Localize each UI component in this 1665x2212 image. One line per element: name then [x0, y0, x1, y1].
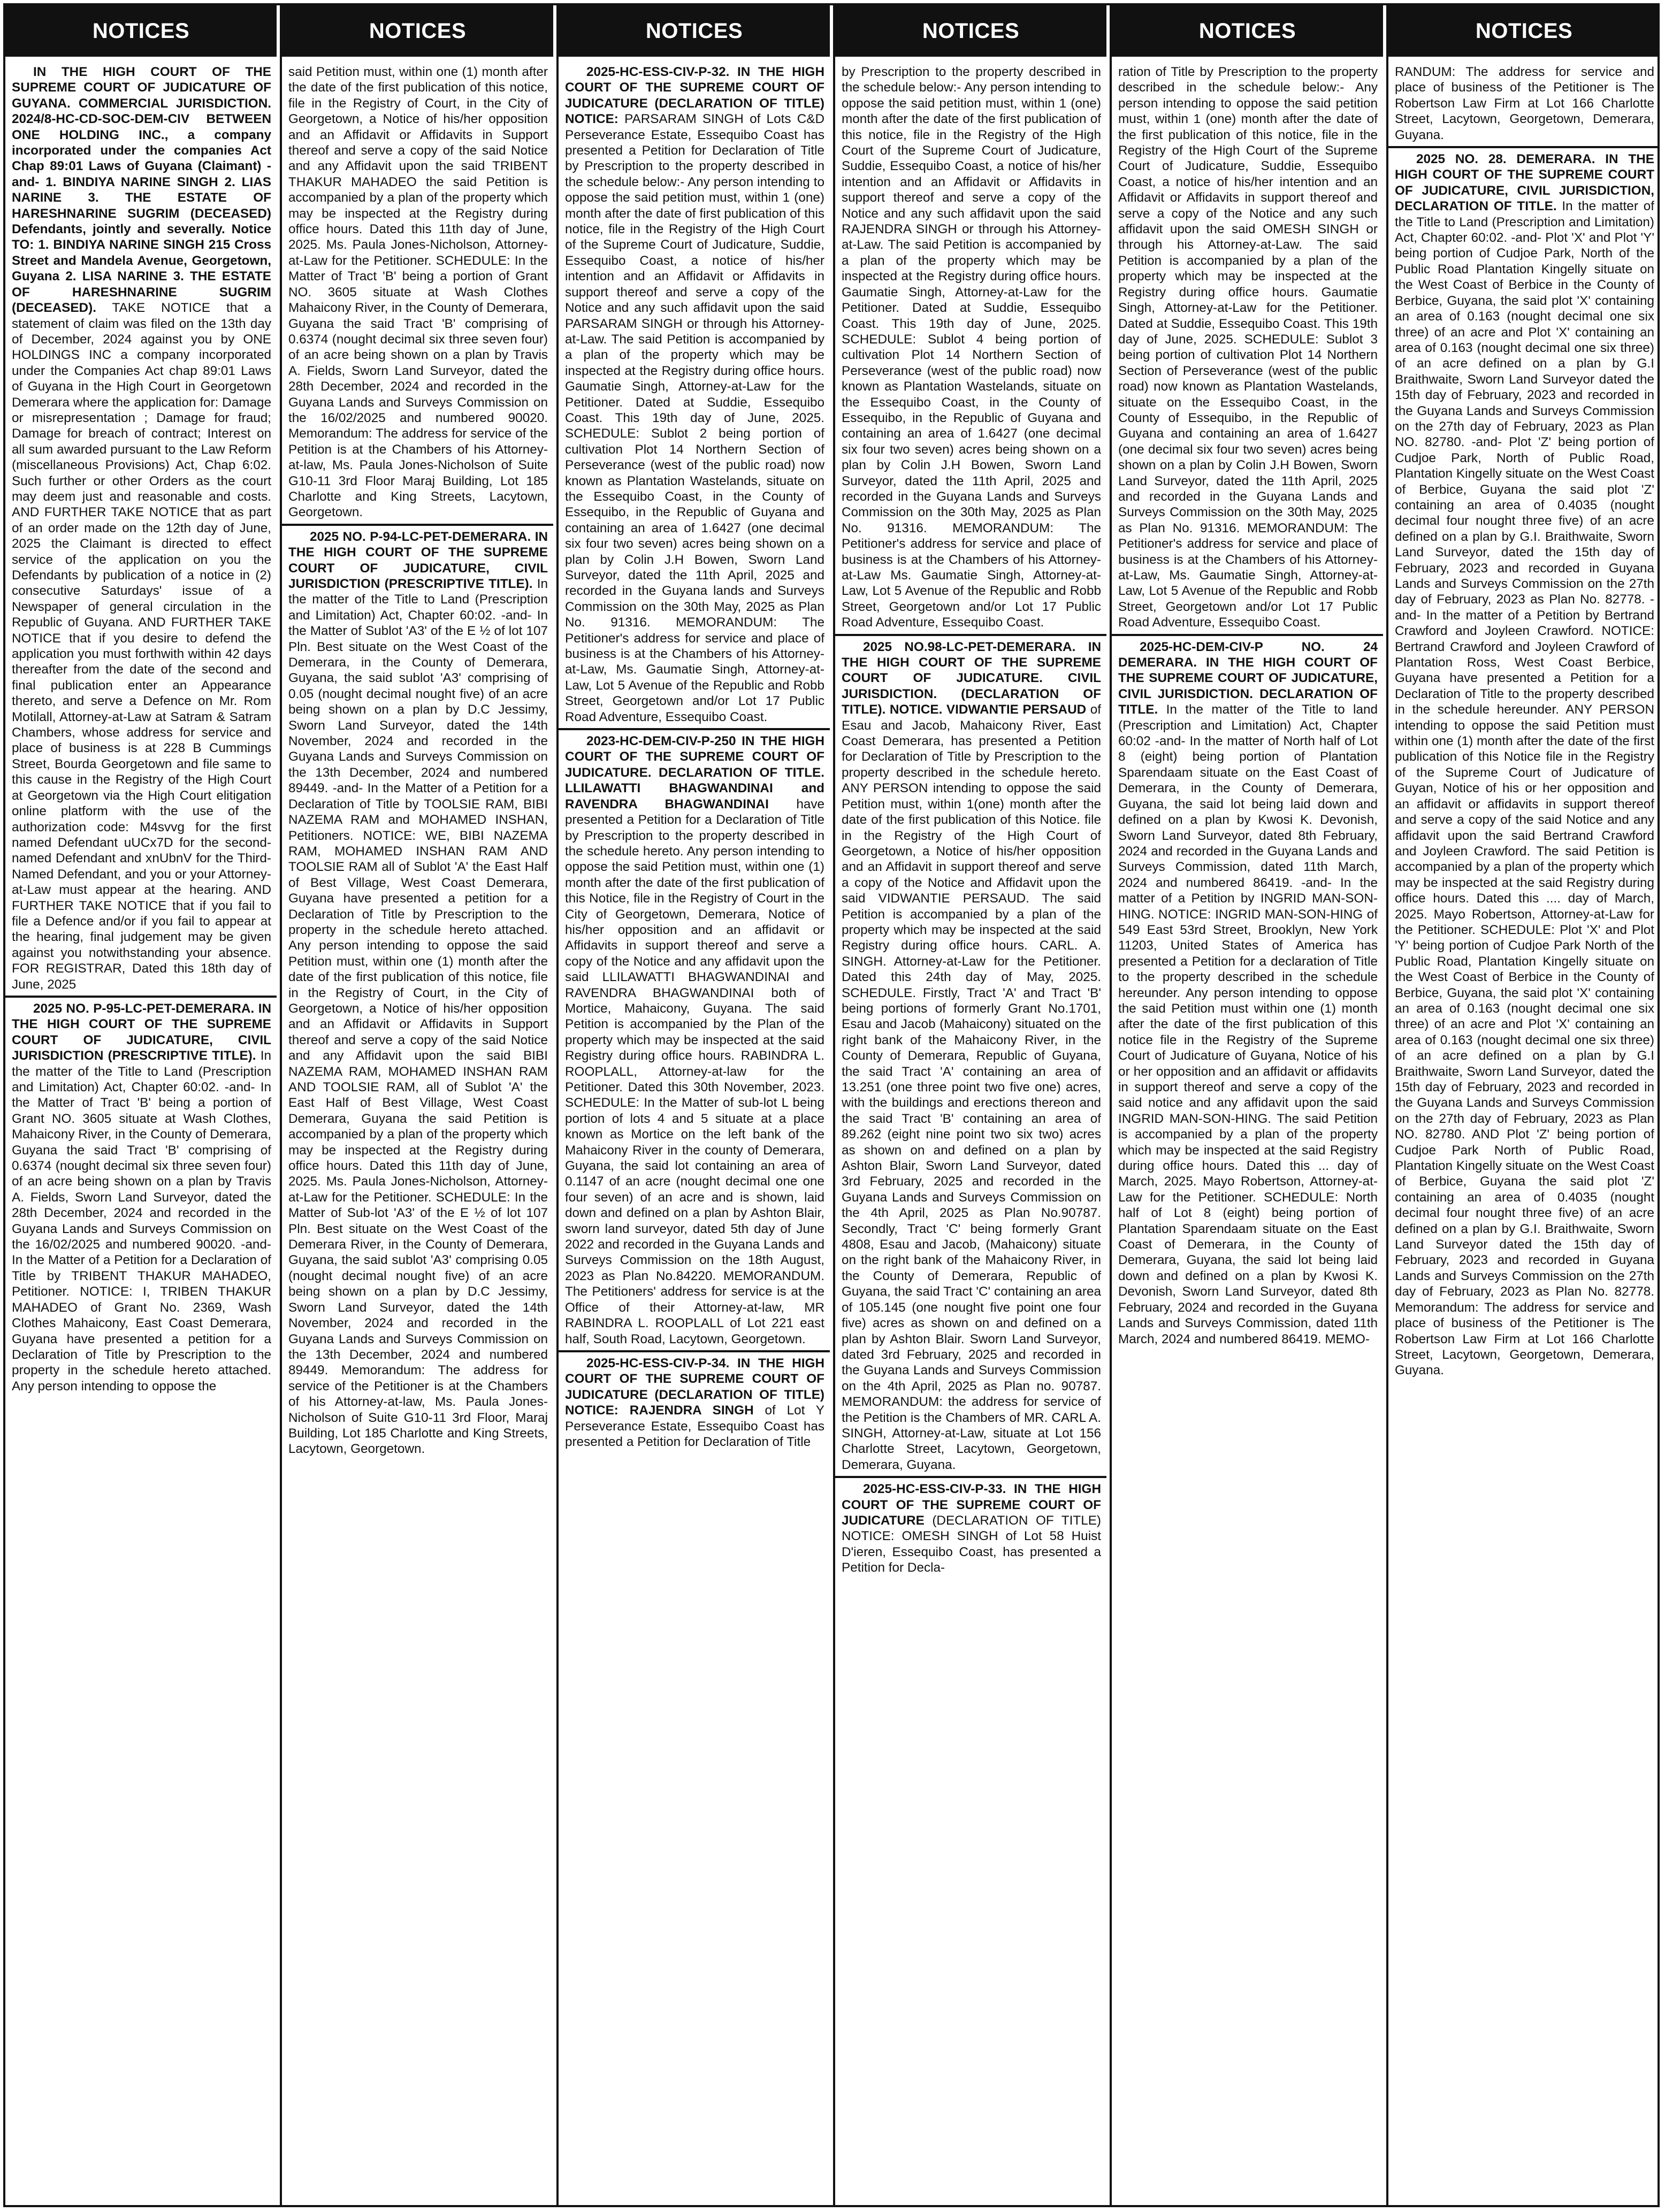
notice-heading: 2025 NO. P-95-LC-PET-DEMERARA. IN THE HIGH COURT OF THE SUPREME COURT OF JUDICATURE, CIVIL JURISDICTION (PRESCRIPTIVE TITLE). — [12, 1001, 271, 1063]
notice-heading: 2025-HC-DEM-CIV-P NO. 24 DEMERARA. IN THE HIGH COURT OF THE SUPREME COURT OF JUDICATURE, CIVIL JURISDICTION. DECLARATION OF TITLE. — [1118, 639, 1378, 717]
notice — [842, 1481, 1101, 1575]
column-header: NOTICES — [1112, 5, 1383, 57]
notice-heading: 2025-HC-ESS-CIV-P-34. IN THE HIGH COURT OF THE SUPREME COURT OF JUDICATURE (DECLARATION OF TITLE) NOTICE: RAJENDRA SINGH — [565, 1356, 824, 1418]
column-1 — [5, 5, 277, 2205]
notice — [842, 639, 1101, 1473]
notice-heading: 2025 NO. P-94-LC-PET-DEMERARA. IN THE HIGH COURT OF THE SUPREME COURT OF JUDICATURE, CIVIL JURISDICTION (PRESCRIPTIVE TITLE). — [288, 529, 548, 591]
column-header: NOTICES — [559, 5, 830, 57]
notice-divider — [282, 524, 553, 526]
notice-body: said Petition must, within one (1) month after the date of the first publication of this notice, file in the Registry of Court, in the City of Georgetown, a Notice of his/her opposition and an Affidavit or Affidavits in Support thereof and serve a copy of the said Notice and any Affidavit upon the said TRIBENT THAKUR MAHADEO the said Petition is accompanied by a plan of the property which may be inspected at the Registry during office hours. Dated this 11th day of June, 2025. Ms. Paula Jones-Nicholson, Attorney-at-Law for the Petitioner. SCHEDULE: In the Matter of Tract 'B' being a portion of Grant NO. 3605 situate at Wash Clothes Mahaicony River, in the County of Demerara, Guyana the said Tract 'B' comprising of 0.6374 (nought decimal six three seven four) of an acre being shown on a plan by Travis A. Fields, Sworn Land Surveyor, dated the 28th December, 2024 and recorded in the Guyana Lands and Surveys Commission on the 16/02/2025 and numbered 90020. Memorandum: The address for service of the Petition is at the Chambers of his Attorney-at-law, Ms. Paula Jones-Nicholson of Suite G10-11 3rd Floor Maraj Building, Lot 185 Charlotte and King Streets, Lacytown, Georgetown. — [288, 65, 548, 520]
notice — [1118, 64, 1378, 631]
notice — [1395, 64, 1654, 143]
column-header: NOTICES — [282, 5, 553, 57]
notice-heading: 2025-HC-ESS-CIV-P-32. IN THE HIGH COURT OF THE SUPREME COURT OF JUDICATURE (DECLARATION OF TITLE) NOTICE: — [565, 65, 824, 127]
column-text — [282, 57, 553, 2191]
notice-heading: 2025 NO. 28. DEMERARA. IN THE HIGH COURT OF THE SUPREME COURT OF JUDICATURE, CIVIL JURISDICTION, DECLARATION OF TITLE. — [1395, 152, 1654, 214]
column-text — [835, 57, 1106, 2191]
column-text — [559, 57, 830, 2191]
notice-divider — [835, 634, 1106, 636]
notice-heading: IN THE HIGH COURT OF THE SUPREME COURT OF JUDICATURE OF GUYANA. COMMERCIAL JURISDICTION. 2024/8-HC-CD-SOC-DEM-CIV BETWEEN ONE HOLDING INC., a company incorporated under the companies Act Chap 89:01 Laws of Guyana (Claimant) -and- 1. BINDIYA NARINE SINGH 2. LIAS NARINE 3. THE ESTATE OF HARESHNARINE SUGRIM (DECEASED) Defendants, jointly and severally. Notice TO: 1. BINDIYA NARINE SINGH 215 Cross Street and Mandela Avenue, Georgetown, Guyana 2. LISA NARINE 3. THE ESTATE OF HARESHNARINE SUGRIM (DECEASED). — [12, 65, 271, 316]
notice-divider — [835, 1476, 1106, 1478]
notice-body: PARSARAM SINGH of Lots C&D Perseverance Estate, Essequibo Coast has presented a Petition for Declaration of Title by Prescription to the property described in the schedule below:- Any person intending to oppose the said petition must, within 1 (one) month after the date of first publication of this notice, file in the Registry of the High Court of the Supreme Court of Judicature, Suddie, Essequibo Coast, a notice of his/her intention and an Affidavit or Affidavits in support thereof and serve a copy of the Notice and any such affidavit upon the said PARSARAM SINGH or through his Attorney-at-Law. The said Petition is accompanied by a plan of the property which may be inspected at the Registry during office hours. Gaumatie Singh, Attorney-at-Law for the Petitioner. Dated at Suddie, Essequibo Coast. This 19th day of June, 2025. SCHEDULE: Sublot 2 being portion of cultivation Plot 14 Northern Section of Perseverance (west of the public road) now known as Plantation Wastelands, situate on the Essequibo Coast, in the County of Essequibo, in the Republic of Guyana and containing an area of 1.6427 (one decimal six four two seven) acres being shown on a plan by Colin J.H Bowen, Sworn Land Surveyor, dated the 11th April, 2025 and recorded in the Guyana lands and Surveys Commission on the 30th May, 2025 as Plan No. 91316. MEMORANDUM: The Petitioner's address for service and place of business is at the Chambers of his Attorney-at-Law, Ms. Gaumatie Singh, Attorney-at-Law, Lot 5 Avenue of the Republic and Robb Street, Georgetown and/or Lot 17 Public Road Adventure, Essequibo Coast. — [565, 112, 824, 724]
notice-body: (DECLARATION OF TITLE) NOTICE: OMESH SINGH of Lot 58 Huist D'ieren, Essequibo Coast, has presented a Petition for Decla- — [842, 1513, 1101, 1575]
notice — [12, 64, 271, 992]
notice-body: In the matter of the Title to Land (Prescription and Limitation) Act, Chapter 60:02. -and- Plot 'X' and Plot 'Y' being portion of Cudjoe Park, North of the Public Road Plantation Kingelly situate on the West Coast of Berbice in the County of Berbice, Guyana, the said plot 'X' containing an area of 0.163 (nought decimal one six three) of an acre and Plot 'X' containing an area of 0.163 (nought decimal one six three) of an acre defined on a plan by G.I Braithwaite, Sworn Land Surveyor dated the 15th day of February, 2023 and recorded in the Guyana Lands and Surveys Commission on the 27th day of February, 2023 as Plan NO. 82780. -and- Plot 'Z' being portion of Cudjoe Park, North of Public Road, Plantation Kingelly situate on the West Coast of Berbice, Guyana the said plot 'Z' containing an area of 0.4035 (nought decimal four nought three five) of an acre defined on a plan by G.I. Braithwaite, Sworn Land Surveyor, dated the 15th day of February, 2023 and recorded in Guyana Lands and Surveys Commission on the 27th day of February, 2023 as Plan No. 82778. -and- In the matter of a Petition by Bertrand Crawford and Joyleen Crawford. NOTICE: Bertrand Crawford and Joyleen Crawford of Plantation Ross, West Coast Berbice, Guyana have presented a Petition for a Declaration of Title to the property described in the schedule hereunder. ANY PERSON intending to oppose the said Petition must within one (1) month after the date of the first publication of this Notice file in the Registry of the Supreme Court of Judicature of Guyan, Notice of his or her opposition and an affidavit or affidavits in support thereof and serve a copy of the said Notice and any affidavit upon the said Bertrand Crawford and Joyleen Crawford. The said Petition is accompanied by a plan of the property which may be inspected at the said Registry during office hours. Dated this .... day of March, 2025. Mayo Robertson, Attorney-at-Law for the Petitioner. SCHEDULE: Plot 'X' and Plot 'Y' being portion of Cudjoe Park North of the Public Road, Plantation Kingelly situate on the West Coast of Berbice in the County of Berbice, Guyana, the said plot 'X' containing an area of 0.163 (nought decimal one six three) of an acre and Plot 'X' containing an area of 0.163 (nought decimal one six three) of an acre defined on a plan by G.I Braithwaite, Sworn Land Surveyor, dated the 15th day of February, 2023 and recorded in the Guyana Lands and Surveys Commission on the 27th day of February, 2023 as Plan NO. 82780. AND Plot 'Z' being portion of Cudjoe Park North of Public Road, Plantation Kingelly situate on the West Coast of Berbice, Guyana the said plot 'Z' containing an area of 0.4035 (nought decimal four nought three five) of an acre defined on a plan by G.I. Braithwaite, Sworn Land Surveyor dated the 15th day of February, 2023 and recorded in Guyana Lands and Surveys Commission on the 27th day of February, 2023 as Plan No. 82778. Memorandum: The address for service and place of business of the Petitioner is The Robertson Law Firm at Lot 166 Charlotte Street, Lacytown, Georgetown, Demerara, Guyana. — [1395, 199, 1654, 1378]
notice-body: of Lot Y Perseverance Estate, Essequibo Coast has presented a Petition for Declaration of Title — [565, 1403, 824, 1449]
notice-divider — [559, 728, 830, 730]
column-5 — [1112, 5, 1383, 2205]
column-6 — [1388, 5, 1660, 2205]
notice-body: RANDUM: The address for service and place of business of the Petitioner is The Robertson Law Firm at Lot 166 Charlotte Street, Lacytown, Georgetown, Demerara, Guyana. — [1395, 65, 1654, 142]
notices-page — [3, 3, 1660, 2207]
notice-body: have presented a Petition for a Declaration of Title by Prescription to the property described in the schedule hereto. Any person intending to oppose the said Petition must, within one (1) month after the date of the first publication of this Notice, file in the Registry of Court in the City of Georgetown, Demerara, Notice of his/her opposition and an affidavit or Affidavits in support thereof and serve a copy of the Notice and any affidavit upon the said LLILAWATTI BHAGWANDINAI and RAVENDRA BHAGWANDINAI both of Mortice, Mahaicony, Guyana. The said Petition is accompanied by the Plan of the property which may be inspected at the said Registry during office hours. RABINDRA L. ROOPLALL, Attorney-at-law for the Petitioner. Dated this 30th November, 2023. SCHEDULE: In the Matter of sub-lot L being portion of lots 4 and 5 situate at a place known as Mortice on the left bank of the Mahaicony River in the county of Demerara, Guyana, the said lot containing an area of 0.1147 of an acre (nought decimal one one four seven) of an acre and is shown, laid down and defined on a plan by Ashton Blair, sworn land surveyor, dated 5th day of June 2022 and recorded in the Guyana Lands and Surveys Commission on the 18th August, 2023 as Plan No.84220. MEMORANDUM. The Petitioners' address for service is at the Office of their Attorney-at-law, MR RABINDRA L. ROOPLALL of Lot 221 east half, South Road, Lacytown, Georgetown. — [565, 797, 824, 1346]
notice-body: ration of Title by Prescription to the property described in the schedule below:- Any person intending to oppose the said petition must, within 1 (one) month after the date of the first publication of this notice, file in the Registry of the High Court of the Supreme Court of Judicature, Suddie, Essequibo Coast, a notice of his/her intention and an Affidavit or Affidavits in support thereof and serve a copy of the Notice and any such affidavit upon the said OMESH SINGH or through his Attorney-at-Law. The said Petition is accompanied by a plan of the property which may be inspected at the Registry during office hours. Gaumatie Singh, Attorney-at-Law for the Petitioner. Dated at Suddie, Essequibo Coast. This 19th day of June, 2025. SCHEDULE: Sublot 3 being portion of cultivation Plot 14 Northern Section of Perseverance (west of the public road) now known as Plantation Wastelands, situate on the Essequibo Coast, in the County of Essequibo, in the Republic of Guyana and containing an area of 1.6427 (one decimal six four two seven) acres being shown on a plan by Colin J.H Bowen, Sworn Land Surveyor, dated the 11th April, 2025 and recorded in the Guyana Lands and Surveys Commission on the 30th May, 2025 as Plan No. 91316. MEMORANDUM: The Petitioner's address for service and place of business is at the Chambers of his Attorney-at-Law, Ms. Gaumatie Singh, Attorney-at-Law, Lot 5 Avenue of the Republic and Robb Street, Georgetown and/or Lot 17 Public Road Adventure, Essequibo Coast. — [1118, 65, 1378, 630]
notice-body: TAKE NOTICE that a statement of claim was filed on the 13th day of December, 2024 against you by ONE HOLDINGS INC a company incorporated under the Companies Act chap 89:01 Laws of Guyana in the High Court in Georgetown Demerara where the application for: Damage or misrepresentation ; Damage for fraud; Damage for breach of contract; Interest on all sum awarded pursuant to the Law Reform (miscellaneous Provisions) Act, Chap 6:02. Such further or other Orders as the court may deem just and reasonable and costs. AND FURTHER TAKE NOTICE that as part of an order made on the 12th day of June, 2025 the Claimant is directed to effect service of the application on you the Defendants by publication of a notice in (2) consecutive Saturdays' issue of a Newspaper of general circulation in the Republic of Guyana. AND FURTHER TAKE NOTICE that if you desire to defend the application you must forthwith within 42 days thereafter from the date of the second and final publication enter an Appearance thereto, and serve a Defence on Mr. Rom Motilall, Attorney-at-Law at Satram & Satram Chambers, whose address for service and place of business is at 228 B Cummings Street, Bourda Georgetown and file same to this cause in the Registry of the High Court at Georgetown via the High Court elitigation online platform with the use of the authorization code: M4svvg for the first named Defendant uUCx7D for the second-named Defendant and xnUbnV for the Third-Named Defendant, and you or your Attorney-at-Law must appear at the hearing. AND FURTHER TAKE NOTICE that if you fail to file a Defence and/or if you fail to appear at the hearing, final judgement may be given against you notwithstanding your absence. FOR REGISTRAR, Dated this 18th day of June, 2025 — [12, 301, 271, 992]
column-text — [1388, 57, 1660, 2191]
notice-divider — [1112, 634, 1383, 636]
notice — [565, 64, 824, 725]
notice-body: In the matter of the Title to Land (Prescription and Limitation) Act, Chapter 60:02. -and- In the Matter of Tract 'B' being a portion of Grant NO. 3605 situate at Wash Clothes, Mahaicony River, in the County of Demerara, Guyana the said Tract 'B' comprising of 0.6374 (nought decimal six three seven four) of an acre being shown on a plan by Travis A. Fields, Sworn Land Surveyor, dated the 28th December, 2024 and recorded in the Guyana Lands and Surveys Commission on the 16/02/2025 and numbered 90020. -and- In the Matter of a Petition for a Declaration of Title by TRIBENT THAKUR MAHADEO, Petitioner. NOTICE: I, TRIBEN THAKUR MAHADEO of Grant No. 2369, Wash Clothes Mahaicony, East Coast Demerara, Guyana have presented a petition for a Declaration of Title by Prescription to the property in the schedule hereto attached. Any person intending to oppose the — [12, 1048, 271, 1394]
column-header: NOTICES — [835, 5, 1106, 57]
column-text — [1112, 57, 1383, 2191]
column-text — [5, 57, 277, 2191]
notice — [1118, 639, 1378, 1347]
notice-body: by Prescription to the property described in the schedule below:- Any person intending to oppose the said petition must, within 1 (one) month after the date of the first publication of this notice, file in the Registry of the High Court of the Supreme Court of Judicature, Suddie, Essequibo Coast, a notice of his/her intention and an Affidavit or Affidavits in support thereof and serve a copy of the Notice and any such affidavit upon the said RAJENDRA SINGH or through his Attorney-at-Law. The said Petition is accompanied by a plan of the property which may be inspected at the Registry during office hours. Gaumatie Singh, Attorney-at-Law for the Petitioner. Dated at Suddie, Essequibo Coast. This 19th day of June, 2025. SCHEDULE: Sublot 4 being portion of cultivation Plot 14 Northern Section of Perseverance (west of the public road) now known as Plantation Wastelands, situate on the Essequibo Coast, in the County of Essequibo, in the Republic of Guyana and containing an area of 1.6427 (one decimal six four two seven) acres being shown on a plan by Colin J.H Bowen, Sworn Land Surveyor, dated the 11th April, 2025 and recorded in the Guyana Lands and Surveys Commission on the 30th May, 2025 as Plan No. 91316. MEMORANDUM: The Petitioner's address for service and place of business is at the Chambers of his Attorney-at-Law Ms. Gaumatie Singh, Attorney-at-Law, Lot 5 Avenue of the Republic and Robb Street, Georgetown and/or Lot 17 Public Road Adventure, Essequibo Coast. — [842, 65, 1101, 630]
notice-divider — [1388, 146, 1660, 148]
column-2 — [282, 5, 553, 2205]
notice-heading: 2025 NO.98-LC-PET-DEMERARA. IN THE HIGH COURT OF THE SUPREME COURT OF JUDICATURE. CIVIL JURISDICTION. (DECLARATION OF TITLE). NOTICE. VIDWANTIE PERSAUD — [842, 639, 1101, 717]
column-header: NOTICES — [1388, 5, 1660, 57]
notice-heading: 2023-HC-DEM-CIV-P-250 IN THE HIGH COURT OF THE SUPREME COURT OF JUDICATURE. DECLARATION OF TITLE. LLILAWATTI BHAGWANDINAI and RAVENDRA BHAGWANDINAI — [565, 734, 824, 812]
notice — [288, 529, 548, 1457]
notice — [565, 1356, 824, 1450]
notice-body: of Esau and Jacob, Mahaicony River, East Coast Demerara, has presented a Petition for Declaration of Title by Prescription to the property described in the schedule hereto. ANY PERSON intending to oppose the said Petition must, within 1(one) month after the date of the first publication of this Notice. file in the Registry of the High Court of Georgetown, a Notice of his/her opposition and an Affidavit in support thereof and serve a copy of the Notice and Affidavit upon the said VIDWANTIE PERSAUD. The said Petition is accompanied by a plan of the property which may be inspected at the said Registry during office hours. CARL. A. SINGH. Attorney-at-Law for the Petitioner. Dated this 24th day of May, 2025. SCHEDULE. Firstly, Tract 'A' and Tract 'B' being portions of formerly Grant No.1701, Esau and Jacob (Mahaicony) situated on the right bank of the Mahaicony River, in the County of Demerara, Republic of Guyana, the said Tract 'A' containing an area of 13.251 (one three point two five one) acres, with the buildings and erections thereon and the said Tract 'B' containing an area of 89.262 (eight nine point two six two) acres as shown on and defined on a plan by Ashton Blair, Sworn Land Surveyor, dated 3rd February, 2025 and recorded in the Guyana Lands and Surveys Commission on the 4th April, 2025 as Plan No.90787. Secondly, Tract 'C' being formerly Grant 4808, Esau and Jacob, (Mahaicony) situate on the right bank of the Mahaicony River, in the County of Demerara, Republic of Guyana, the said Tract 'C' containing an area of 105.145 (one nought five point one four five) acres as shown on and defined on a plan by Ashton Blair. Sworn Land Surveyor, dated 3rd February, 2025 and recorded in the Guyana Lands and Surveys Commission on the 4th April, 2025 as Plan no. 90787. MEMORANDUM: the address for service of the Petition is the Chambers of MR. CARL A. SINGH, Attorney-at-Law, situate at Lot 156 Charlotte Street, Lacytown, Georgetown, Demerara, Guyana. — [842, 702, 1101, 1472]
notice — [842, 64, 1101, 631]
notice-body: In the matter of the Title to Land (Prescription and Limitation) Act, Chapter 60:02. -and- In the Matter of Sublot 'A3' of the E ½ of lot 107 Pln. Best situate on the West Coast of the Demerara, in the County of Demerara, Guyana, the said sublot 'A3' comprising of 0.05 (nought decimal nought five) of an acre being shown on a plan by D.C Jessimy, Sworn Land Surveyor, dated the 14th November, 2024 and recorded in the Guyana Lands and Surveys Commission on the 13th December, 2024 and numbered 89449. -and- In the Matter of a Petition for a Declaration of Title by TOOLSIE RAM, BIBI NAZEMA RAM and MOHAMED INSHAN, Petitioners. NOTICE: WE, BIBI NAZEMA RAM, MOHAMED INSHAN RAM AND TOOLSIE RAM all of Sublot 'A' the East Half of Best Village, West Coast Demerara, Guyana have presented a petition for a Declaration of Title by Prescription to the property in the schedule hereto attached. Any person intending to oppose the said Petition must, within one (1) month after the date of the first publication of this notice, file in the Registry of Court, in the City of Georgetown, a Notice of his/her opposition and an Affidavit or Affidavits in Support thereof and serve a copy of the said Notice and any Affidavit upon the said BIBI NAZEMA RAM, MOHAMED INSHAN RAM AND TOOLSIE RAM, all of Sublot 'A' the East Half of Best Village, West Coast Demerara, Guyana the said Petition is accompanied by a plan of the property which may be inspected at the Registry during office hours. Dated this 11th day of June, 2025. Ms. Paula Jones-Nicholson, Attorney-at-Law for the Petitioner. SCHEDULE: In the Matter of Sub-lot 'A3' of the E ½ of lot 107 Pln. Best situate on the West Coast of the Demerara River, in the County of Demerara, Guyana, the said sublot 'A3' comprising 0.05 (nought decimal nought five) of an acre being shown on a plan by D.C Jessimy, Sworn Land Surveyor, dated the 14th November, 2024 and recorded in the Guyana Lands and Surveys Commission on the 13th December, 2024 and numbered 89449. Memorandum: The address for service of the Petitioner is at the Chambers of his Attorney-at-law, Ms. Paula Jones-Nicholson of Suite G10-11 3rd Floor, Maraj Building, Lot 185 Charlotte and King Streets, Lacytown, Georgetown. — [288, 577, 548, 1457]
column-header: NOTICES — [5, 5, 277, 57]
column-3 — [559, 5, 830, 2205]
notice — [12, 1001, 271, 1394]
notice-divider — [5, 996, 277, 998]
notice-divider — [559, 1350, 830, 1352]
notice — [565, 733, 824, 1347]
notice-body: In the matter of the Title to land (Prescription and Limitation) Act, Chapter 60:02 -and- In the matter of North half of Lot 8 (eight) being portion of Plantation Sparendaam situate on the East Coast of Demerara, in the County of Demerara, Guyana, the said lot being laid down and defined on a plan by Kwosi K. Devonish, Sworn Land Surveyor, dated 8th February, 2024 and recorded in the Guyana Lands and Surveys Commission, dated 11th March, 2024 and numbered 86419. -and- In the matter of a Petition by INGRID MAN-SON-HING. NOTICE: INGRID MAN-SON-HING of 549 East 53rd Street, Brooklyn, New York 11203, United States of America has presented a Petition for a declaration of Title to the property described in the schedule hereunder. Any person intending to oppose the said Petition must within one (1) month after the date of the first publication of this notice file in the Registry of the Supreme Court of Judicature of Guyana, Notice of his or her opposition and an affidavit or affidavits in support thereof and serve a copy of the said notice and any affidavit upon the said INGRID MAN-SON-HING. The said Petition is accompanied by a plan of the property which may be inspected at the said Registry during office hours. Dated this ... day of March, 2025. Mayo Robertson, Attorney-at-Law for the Petitioner. SCHEDULE: North half of Lot 8 (eight) being portion of Plantation Sparendaam situate on the East Coast of Demerara, in the County of Demerara, Guyana, the said lot being laid down and defined on a plan by Kwosi K. Devonish, Sworn Land Surveyor, dated 8th February, 2024 and recorded in the Guyana Lands and Surveys Commission, dated 11th March, 2024 and numbered 86419. MEMO- — [1118, 702, 1378, 1346]
notice — [288, 64, 548, 521]
notice-heading: 2025-HC-ESS-CIV-P-33. IN THE HIGH COURT OF THE SUPREME COURT OF JUDICATURE — [842, 1482, 1101, 1528]
notice — [1395, 151, 1654, 1379]
column-4 — [835, 5, 1106, 2205]
